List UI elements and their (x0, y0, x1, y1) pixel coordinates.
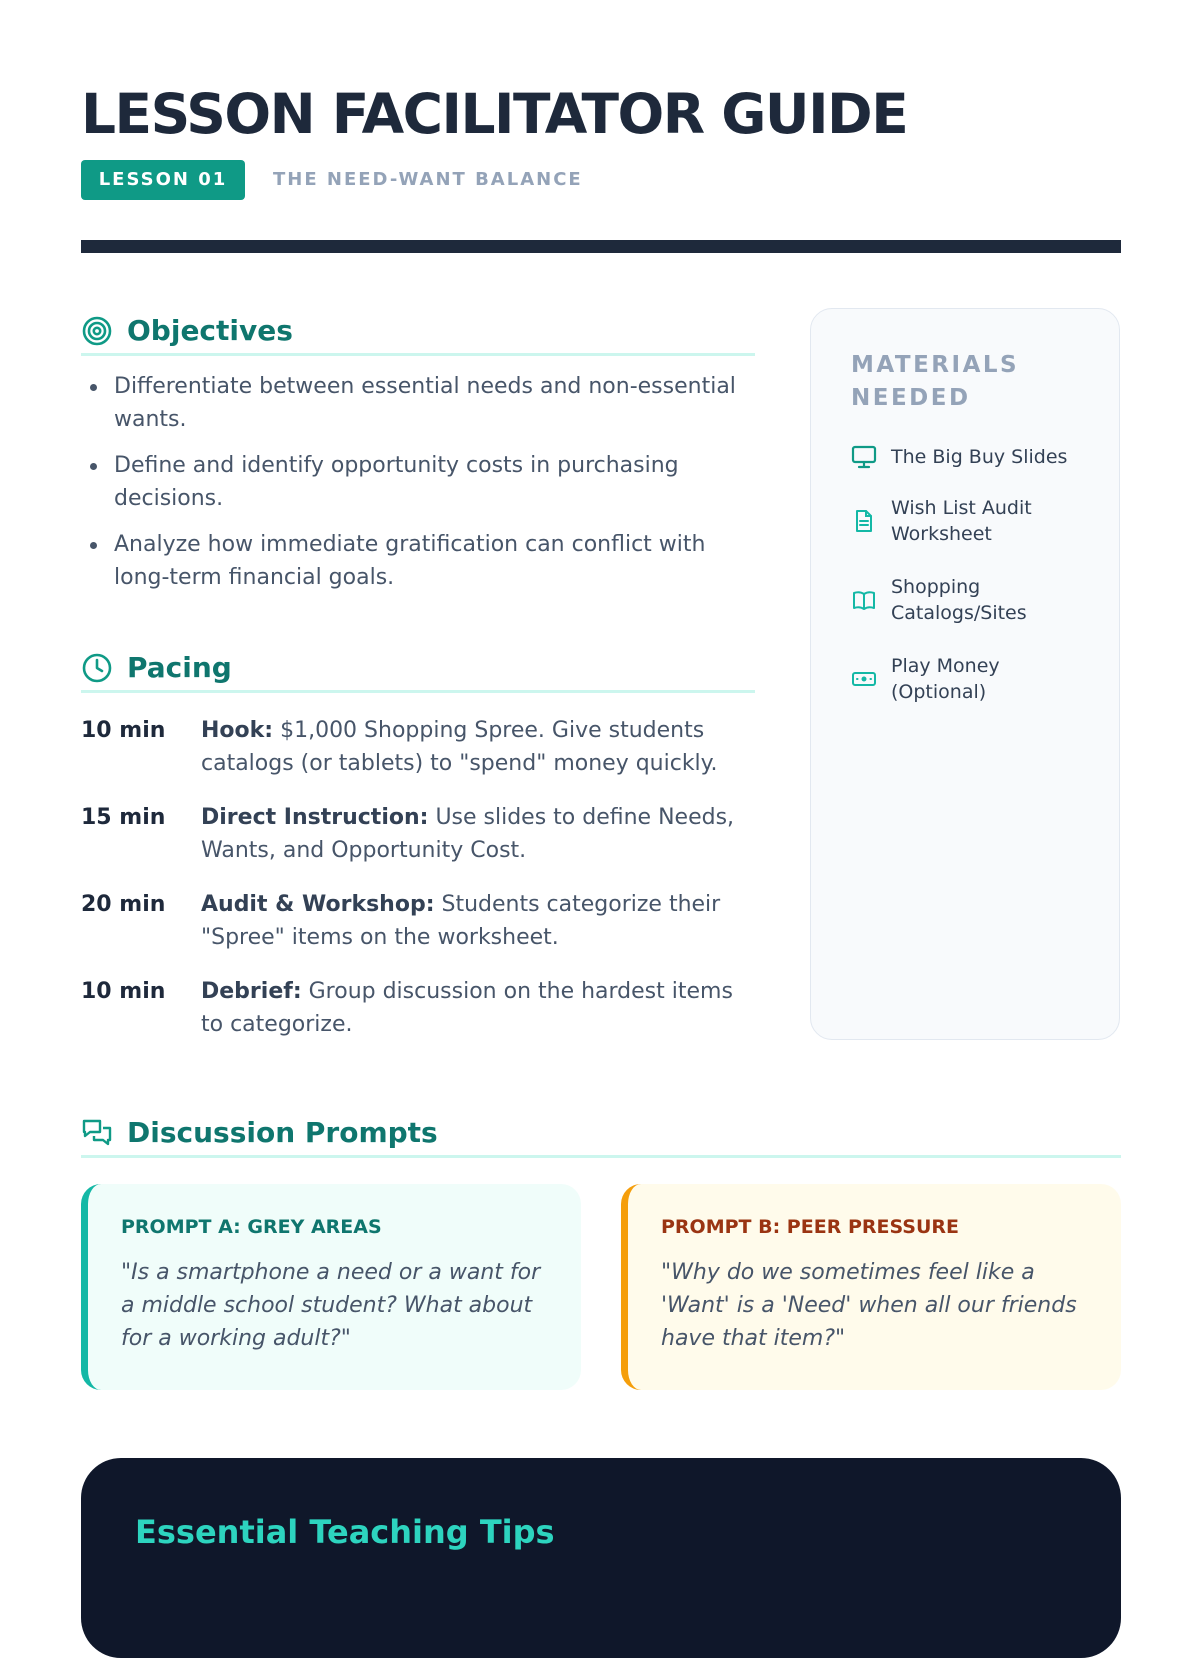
prompt-card-b (621, 1184, 1121, 1390)
objectives-heading (81, 309, 755, 356)
pacing-activity-label: Direct Instruction: (201, 805, 429, 830)
pacing-activity-label: Debrief: (201, 979, 302, 1004)
pacing-time: 20 min (81, 892, 166, 917)
pacing-description (201, 888, 761, 954)
pacing-activity-text: Students categorize their "Spree" items on the worksheet. (201, 892, 721, 950)
prompt-title: PROMPT B: PEER PRESSURE (661, 1216, 960, 1238)
objectives-list (81, 370, 741, 607)
target-icon (81, 315, 113, 347)
pacing-heading-label: Pacing (127, 651, 232, 684)
prompt-card-a (81, 1184, 581, 1390)
material-item (851, 495, 1091, 547)
book-icon (851, 587, 877, 613)
monitor-icon (851, 444, 877, 470)
pacing-heading (81, 646, 755, 693)
pacing-description (201, 975, 761, 1041)
clock-icon (81, 652, 113, 684)
pacing-time: 15 min (81, 805, 166, 830)
banknote-icon (851, 666, 877, 692)
pacing-activity-label: Audit & Workshop: (201, 892, 435, 917)
teaching-tips-panel (81, 1458, 1121, 1658)
objective-item: Define and identify opportunity costs in purchasing decisions. (81, 449, 741, 515)
chat-bubbles-icon (81, 1117, 113, 1149)
objective-item: Analyze how immediate gratification can conflict with long-term financial goals. (81, 528, 741, 594)
pacing-description (201, 801, 761, 867)
pacing-description (201, 714, 761, 780)
discussion-heading (81, 1111, 1121, 1158)
material-item (851, 444, 1091, 470)
objectives-heading-label: Objectives (127, 314, 293, 347)
materials-title: MATERIALS NEEDED (851, 352, 1020, 411)
material-label: Shopping Catalogs/Sites (891, 576, 1027, 624)
material-item (851, 653, 1091, 705)
material-label: The Big Buy Slides (891, 446, 1068, 468)
header-divider (81, 240, 1121, 253)
lesson-subtitle: THE NEED-WANT BALANCE (273, 169, 583, 190)
prompt-quote: "Why do we sometimes feel like a 'Want' is a 'Need' when all our friends have that item?" (661, 1260, 1077, 1351)
material-item (851, 574, 1091, 626)
prompt-quote: "Is a smartphone a need or a want for a middle school student? What about for a working adult?" (121, 1260, 541, 1351)
lesson-badge: LESSON 01 (81, 160, 245, 200)
prompt-title: PROMPT A: GREY AREAS (121, 1216, 382, 1238)
pacing-time: 10 min (81, 979, 166, 1004)
document-icon (851, 508, 877, 534)
pacing-activity-text: $1,000 Shopping Spree. Give students catalogs (or tablets) to "spend" money quickly. (201, 718, 718, 776)
pacing-activity-text: Use slides to define Needs, Wants, and Opportunity Cost. (201, 805, 735, 863)
material-label: Play Money (Optional) (891, 655, 1000, 703)
pacing-activity-text: Group discussion on the hardest items to categorize. (201, 979, 733, 1037)
teaching-tips-title: Essential Teaching Tips (135, 1513, 555, 1551)
page-title: LESSON FACILITATOR GUIDE (81, 82, 908, 146)
materials-card (810, 308, 1120, 1040)
pacing-activity-label: Hook: (201, 718, 274, 743)
pacing-time: 10 min (81, 718, 166, 743)
material-label: Wish List Audit Worksheet (891, 497, 1032, 545)
discussion-heading-label: Discussion Prompts (127, 1116, 438, 1149)
objective-item: Differentiate between essential needs and non-essential wants. (81, 370, 741, 436)
